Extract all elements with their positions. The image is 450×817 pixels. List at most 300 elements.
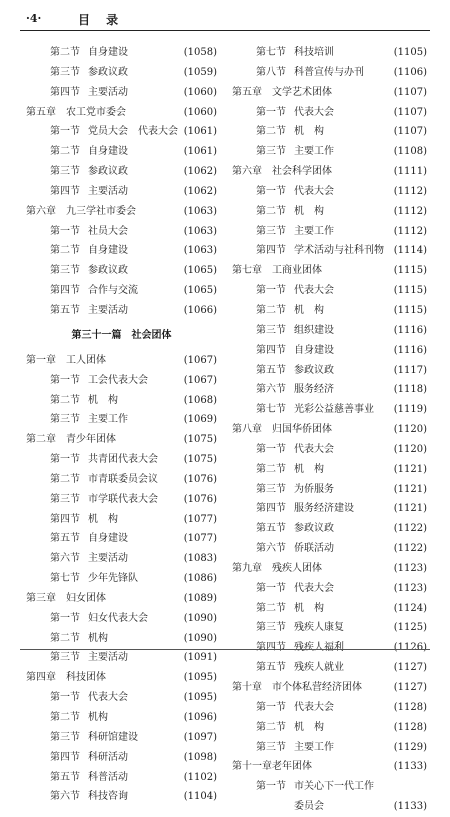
entry-number: 第五节 — [50, 533, 80, 545]
entry-page: (1065) — [183, 285, 217, 297]
entry-page: (1122) — [393, 523, 427, 535]
entry-title: 委员会 — [294, 801, 324, 813]
entry-page: (1128) — [393, 721, 427, 733]
entry-number: 第五章 — [26, 106, 56, 118]
entry-number: 第七节 — [256, 404, 286, 416]
entry-title: 主要活动 — [88, 86, 128, 98]
entry-title: 参政议政 — [88, 66, 128, 78]
toc-entry-section — [26, 470, 217, 490]
toc-entry-section — [232, 460, 427, 480]
entry-number: 第四章 — [26, 672, 56, 684]
entry-number: 第一节 — [50, 126, 80, 138]
toc-entry-section — [232, 341, 427, 361]
entry-title: 代表大会 — [88, 692, 128, 704]
entry-page: (1058) — [183, 47, 217, 58]
entry-title: 主要工作 — [294, 146, 334, 158]
toc-entry-chapter — [26, 668, 217, 688]
toc-entry-section — [26, 301, 217, 321]
toc-entry-section — [232, 281, 427, 301]
toc-entry-section — [26, 222, 217, 242]
entry-title: 主要活动 — [88, 304, 128, 316]
entry-number: 第五节 — [256, 662, 286, 674]
toc-entry-section — [26, 708, 217, 728]
entry-title: 共青团代表大会 — [88, 454, 158, 466]
entry-title: 老年团体 — [272, 761, 312, 773]
entry-title: 归国华侨团体 — [272, 424, 332, 436]
entry-title: 机 构 — [294, 602, 324, 614]
entry-number: 第六节 — [256, 543, 286, 555]
entry-page: (1116) — [393, 344, 427, 356]
entry-number: 第四节 — [50, 86, 80, 98]
entry-number: 第八章 — [232, 424, 262, 436]
toc-entry-chapter — [26, 430, 217, 450]
entry-title: 主要工作 — [294, 741, 334, 753]
entry-page: (1115) — [393, 285, 427, 297]
entry-number: 第一节 — [50, 692, 80, 704]
entry-page: (1066) — [183, 304, 217, 316]
entry-title: 残疾人福利 — [294, 642, 344, 654]
toc-entry-section — [232, 122, 427, 142]
entry-page: (1121) — [393, 503, 427, 515]
entry-page: (1063) — [183, 225, 217, 237]
entry-number: 第四节 — [256, 344, 286, 356]
entry-title: 科技团体 — [66, 672, 106, 684]
entry-number: 第二节 — [50, 146, 80, 158]
entry-number: 第三节 — [50, 166, 80, 178]
toc-entry-section — [232, 301, 427, 321]
entry-number: 第九章 — [232, 562, 262, 574]
entry-page: (1063) — [183, 245, 217, 257]
entry-title: 工人团体 — [66, 354, 106, 366]
entry-number: 第五节 — [50, 771, 80, 783]
entry-number: 第二节 — [50, 47, 80, 58]
toc-entry-section — [232, 202, 427, 222]
entry-page: (1122) — [393, 543, 427, 555]
entry-number: 第三章 — [26, 592, 56, 604]
toc-entry-section — [232, 321, 427, 341]
entry-number: 第一节 — [50, 612, 80, 624]
toc-entry-section — [26, 549, 217, 569]
entry-title: 服务经济 — [294, 384, 334, 396]
entry-number: 第二节 — [50, 712, 80, 723]
entry-page: (1089) — [183, 592, 217, 604]
entry-page: (1090) — [183, 632, 217, 644]
toc-entry-section — [232, 182, 427, 202]
entry-title: 工会代表大会 — [88, 374, 148, 386]
entry-number: 第四节 — [50, 185, 80, 197]
entry-number: 第三节 — [256, 324, 286, 336]
entry-title: 青少年团体 — [66, 434, 116, 446]
toc-right-column — [232, 43, 427, 817]
entry-page: (1126) — [393, 642, 427, 654]
entry-number: 第三节 — [50, 265, 80, 277]
toc-entry-section — [232, 618, 427, 638]
entry-page: (1129) — [393, 741, 427, 753]
entry-page: (1127) — [393, 662, 427, 674]
toc-entry-section — [232, 599, 427, 619]
entry-page: (1095) — [183, 672, 217, 684]
entry-title: 工商业团体 — [272, 265, 322, 277]
page-number: ·4· — [26, 12, 42, 25]
entry-number: 第六节 — [256, 384, 286, 396]
entry-number: 第二节 — [256, 721, 286, 733]
entry-title: 妇女代表大会 — [88, 612, 148, 624]
entry-title: 科普活动 — [88, 771, 128, 783]
toc-entry-section — [26, 569, 217, 589]
entry-title: 自身建设 — [88, 146, 128, 158]
toc-entry-section — [232, 222, 427, 242]
toc-entry-chapter — [232, 162, 427, 182]
toc-entry-section — [26, 609, 217, 629]
entry-page: (1123) — [393, 562, 427, 574]
entry-page: (1061) — [183, 126, 217, 138]
entry-title: 党员大会 代表大会 — [88, 126, 178, 138]
entry-number: 第五节 — [256, 523, 286, 535]
toc-entry-section — [232, 103, 427, 123]
entry-title: 代表大会 — [294, 701, 334, 713]
entry-title: 服务经济建设 — [294, 503, 354, 515]
toc-entry-section — [26, 371, 217, 391]
entry-title: 学术活动与社科刊物 — [294, 245, 384, 257]
entry-title: 侨联活动 — [294, 543, 334, 555]
entry-title: 自身建设 — [88, 47, 128, 58]
entry-number: 第三节 — [256, 622, 286, 634]
entry-title: 科研馆建设 — [88, 731, 138, 743]
entry-number: 第六节 — [50, 791, 80, 803]
entry-title: 参政议政 — [294, 364, 334, 376]
entry-number: 第一章 — [26, 354, 56, 366]
toc-entry-section — [26, 688, 217, 708]
entry-title: 残疾人就业 — [294, 662, 344, 674]
entry-number: 第四节 — [50, 513, 80, 525]
entry-page: (1112) — [393, 185, 427, 197]
toc-entry-section — [232, 539, 427, 559]
entry-title: 残疾人团体 — [272, 562, 322, 574]
entry-page: (1068) — [183, 394, 217, 406]
entry-number: 第五节 — [50, 304, 80, 316]
entry-number: 第三节 — [50, 66, 80, 78]
toc-entry-section — [26, 748, 217, 768]
entry-page: (1077) — [183, 533, 217, 545]
toc-entry-section — [232, 718, 427, 738]
toc-entry-section — [232, 63, 427, 83]
entry-title: 为侨服务 — [294, 483, 334, 495]
entry-page: (1061) — [183, 146, 217, 158]
bottom-rule — [20, 649, 430, 650]
toc-entry-section — [26, 529, 217, 549]
toc-entry-section — [26, 410, 217, 430]
entry-page: (1086) — [183, 573, 217, 585]
entry-page: (1105) — [393, 47, 427, 58]
toc-entry-chapter — [26, 103, 217, 123]
toc-entry-section — [26, 182, 217, 202]
entry-number: 第五节 — [256, 364, 286, 376]
entry-page: (1107) — [393, 86, 427, 98]
entry-number: 第七节 — [50, 573, 80, 585]
entry-page: (1121) — [393, 463, 427, 475]
entry-title: 科研活动 — [88, 751, 128, 763]
entry-page: (1075) — [183, 454, 217, 466]
entry-number: 第七章 — [232, 265, 262, 277]
entry-title: 科技培训 — [294, 47, 334, 58]
entry-title: 自身建设 — [88, 533, 128, 545]
entry-page: (1062) — [183, 166, 217, 178]
entry-number: 第八节 — [256, 66, 286, 78]
entry-page: (1119) — [393, 404, 427, 416]
entry-number: 第四节 — [50, 285, 80, 297]
part-title: 第三十一篇 社会团体 — [71, 329, 172, 341]
entry-number: 第五章 — [232, 86, 262, 98]
entry-number: 第三节 — [50, 414, 80, 426]
toc-entry-section — [232, 738, 427, 758]
entry-page: (1114) — [393, 245, 427, 257]
entry-title: 社会科学团体 — [272, 166, 332, 178]
entry-title: 自身建设 — [88, 245, 128, 257]
toc-entry-section — [232, 142, 427, 162]
entry-number: 第二节 — [256, 304, 286, 316]
toc-entry-part — [26, 321, 217, 351]
entry-number: 第一节 — [256, 443, 286, 455]
entry-page: (1077) — [183, 513, 217, 525]
toc-entry-chapter — [26, 202, 217, 222]
entry-page: (1059) — [183, 66, 217, 78]
toc-entry-chapter — [232, 261, 427, 281]
entry-number: 第十一章 — [232, 761, 272, 773]
entry-page: (1118) — [393, 384, 427, 396]
entry-number: 第四节 — [256, 503, 286, 515]
entry-page: (1060) — [183, 86, 217, 98]
entry-number: 第七节 — [256, 47, 286, 58]
toc-entry-section — [26, 281, 217, 301]
toc-entry-chapter — [232, 559, 427, 579]
entry-title: 主要工作 — [294, 225, 334, 237]
toc-entry-section — [26, 391, 217, 411]
entry-number: 第一节 — [256, 582, 286, 594]
toc-entry-section — [26, 787, 217, 807]
entry-title: 农工党市委会 — [66, 106, 126, 118]
toc-entry-section — [232, 519, 427, 539]
entry-number: 第一节 — [50, 454, 80, 466]
entry-page: (1133) — [393, 761, 427, 773]
entry-page: (1125) — [393, 622, 427, 634]
entry-title: 机 构 — [294, 721, 324, 733]
entry-number: 第三节 — [256, 741, 286, 753]
entry-page: (1065) — [183, 265, 217, 277]
toc-entry-section — [232, 361, 427, 381]
toc-entry-section — [232, 658, 427, 678]
entry-number: 第三节 — [256, 225, 286, 237]
entry-number: 第四节 — [50, 751, 80, 763]
entry-page: (1115) — [393, 265, 427, 277]
toc-entry-section — [232, 400, 427, 420]
entry-number: 第三节 — [256, 483, 286, 495]
entry-page: (1127) — [393, 682, 427, 693]
entry-title: 机 构 — [88, 513, 118, 525]
entry-title: 代表大会 — [294, 443, 334, 455]
entry-page: (1117) — [393, 364, 427, 376]
entry-title: 主要工作 — [88, 414, 128, 426]
entry-number: 第四节 — [256, 245, 286, 257]
entry-title: 市个体私营经济团体 — [272, 682, 362, 693]
toc-entry-section — [26, 261, 217, 281]
entry-page: (1076) — [183, 493, 217, 505]
entry-number: 第三节 — [50, 731, 80, 743]
entry-page: (1075) — [183, 434, 217, 446]
toc-entry-section — [232, 579, 427, 599]
entry-title: 代表大会 — [294, 285, 334, 297]
entry-page: (1120) — [393, 443, 427, 455]
entry-number: 第一节 — [256, 285, 286, 297]
entry-page: (1111) — [393, 166, 427, 178]
entry-title: 妇女团体 — [66, 592, 106, 604]
entry-title: 机构 — [88, 712, 108, 723]
toc-entry-section — [26, 450, 217, 470]
toc-entry-chapter — [232, 83, 427, 103]
entry-title: 参政议政 — [88, 265, 128, 277]
entry-title: 市学联代表大会 — [88, 493, 158, 505]
toc-entry-section — [232, 698, 427, 718]
entry-number: 第三节 — [50, 493, 80, 505]
toc-entry-section — [26, 162, 217, 182]
entry-title: 主要活动 — [88, 185, 128, 197]
entry-title: 残疾人康复 — [294, 622, 344, 634]
entry-title: 参政议政 — [88, 166, 128, 178]
toc-entry-section — [232, 499, 427, 519]
entry-title: 参政议政 — [294, 523, 334, 535]
entry-number: 第四节 — [256, 642, 286, 654]
entry-title: 机 构 — [88, 394, 118, 406]
toc-entry-chapter — [26, 351, 217, 371]
entry-number: 第二节 — [50, 394, 80, 406]
toc-entry-section — [232, 380, 427, 400]
entry-page: (1116) — [393, 324, 427, 336]
entry-number: 第一节 — [256, 701, 286, 713]
entry-page: (1063) — [183, 205, 217, 217]
toc-entry-section — [232, 241, 427, 261]
entry-number: 第一节 — [256, 781, 286, 793]
entry-page: (1102) — [183, 771, 217, 783]
entry-page: (1060) — [183, 106, 217, 118]
entry-number: 第六章 — [26, 205, 56, 217]
entry-title: 主要活动 — [88, 553, 128, 565]
entry-title: 代表大会 — [294, 106, 334, 118]
entry-number: 第二节 — [256, 205, 286, 217]
entry-title: 机 构 — [294, 126, 324, 138]
entry-number: 第一节 — [50, 225, 80, 237]
entry-page: (1062) — [183, 185, 217, 197]
entry-title: 合作与交流 — [88, 285, 138, 297]
entry-number: 第一节 — [50, 374, 80, 386]
entry-page: (1091) — [183, 652, 217, 664]
entry-page: (1096) — [183, 712, 217, 723]
toc-entry-chapter — [232, 420, 427, 440]
entry-page: (1124) — [393, 602, 427, 614]
toc-entry-section — [26, 768, 217, 788]
entry-page: (1120) — [393, 424, 427, 436]
entry-page: (1067) — [183, 354, 217, 366]
entry-title: 自身建设 — [294, 344, 334, 356]
entry-page: (1098) — [183, 751, 217, 763]
entry-page: (1112) — [393, 225, 427, 237]
entry-title: 社员大会 — [88, 225, 128, 237]
entry-page: (1076) — [183, 473, 217, 485]
entry-page: (1104) — [183, 791, 217, 803]
entry-title: 少年先锋队 — [88, 573, 138, 585]
toc-entry-section — [232, 440, 427, 460]
entry-page: (1095) — [183, 692, 217, 704]
entry-page: (1067) — [183, 374, 217, 386]
entry-page: (1133) — [393, 801, 427, 813]
toc-entry-section — [26, 241, 217, 261]
toc-entry-section — [232, 480, 427, 500]
entry-page: (1107) — [393, 126, 427, 138]
entry-page: (1090) — [183, 612, 217, 624]
entry-title: 科技咨询 — [88, 791, 128, 803]
entry-page: (1115) — [393, 304, 427, 316]
entry-number: 第六章 — [232, 166, 262, 178]
entry-title: 机 构 — [294, 205, 324, 217]
entry-page: (1097) — [183, 731, 217, 743]
entry-number: 第二节 — [256, 126, 286, 138]
toc-entry-section — [232, 777, 427, 797]
toc-entry-section — [26, 122, 217, 142]
entry-title: 文学艺术团体 — [272, 86, 332, 98]
entry-page: (1121) — [393, 483, 427, 495]
entry-number: 第二章 — [26, 434, 56, 446]
entry-title: 光彩公益慈善事业 — [294, 404, 374, 416]
entry-number: 第三节 — [50, 652, 80, 664]
toc-left-column — [26, 43, 217, 807]
toc-entry-section — [26, 490, 217, 510]
entry-title: 机 构 — [294, 304, 324, 316]
entry-title: 组织建设 — [294, 324, 334, 336]
toc-entry-cont — [232, 797, 427, 817]
entry-title: 代表大会 — [294, 582, 334, 594]
entry-page: (1108) — [393, 146, 427, 158]
entry-number: 第一节 — [256, 185, 286, 197]
entry-number: 第二节 — [256, 463, 286, 475]
entry-number: 第二节 — [256, 602, 286, 614]
entry-page: (1123) — [393, 582, 427, 594]
toc-entry-section — [26, 629, 217, 649]
toc-entry-section — [26, 83, 217, 103]
toc-entry-section — [26, 510, 217, 530]
entry-number: 第二节 — [50, 473, 80, 485]
toc-entry-section — [232, 43, 427, 63]
entry-page: (1112) — [393, 205, 427, 217]
toc-entry-chapter — [232, 757, 427, 777]
header-title: 目 录 — [78, 13, 125, 27]
entry-page: (1083) — [183, 553, 217, 565]
entry-page: (1107) — [393, 106, 427, 118]
entry-title: 主要活动 — [88, 652, 128, 664]
toc-entry-section — [26, 648, 217, 668]
entry-title: 科普宣传与办刊 — [294, 66, 364, 78]
toc-entry-section — [26, 63, 217, 83]
entry-number: 第二节 — [50, 245, 80, 257]
toc-entry-chapter — [232, 678, 427, 698]
toc-entry-section — [26, 43, 217, 63]
entry-title: 机 构 — [294, 463, 324, 475]
toc-entry-section — [26, 142, 217, 162]
entry-page: (1069) — [183, 414, 217, 426]
entry-title: 机构 — [88, 632, 108, 644]
toc-entry-chapter — [26, 589, 217, 609]
entry-number: 第三节 — [256, 146, 286, 158]
entry-page: (1106) — [393, 66, 427, 78]
entry-title: 代表大会 — [294, 185, 334, 197]
entry-title: 市青联委员会议 — [88, 473, 158, 485]
